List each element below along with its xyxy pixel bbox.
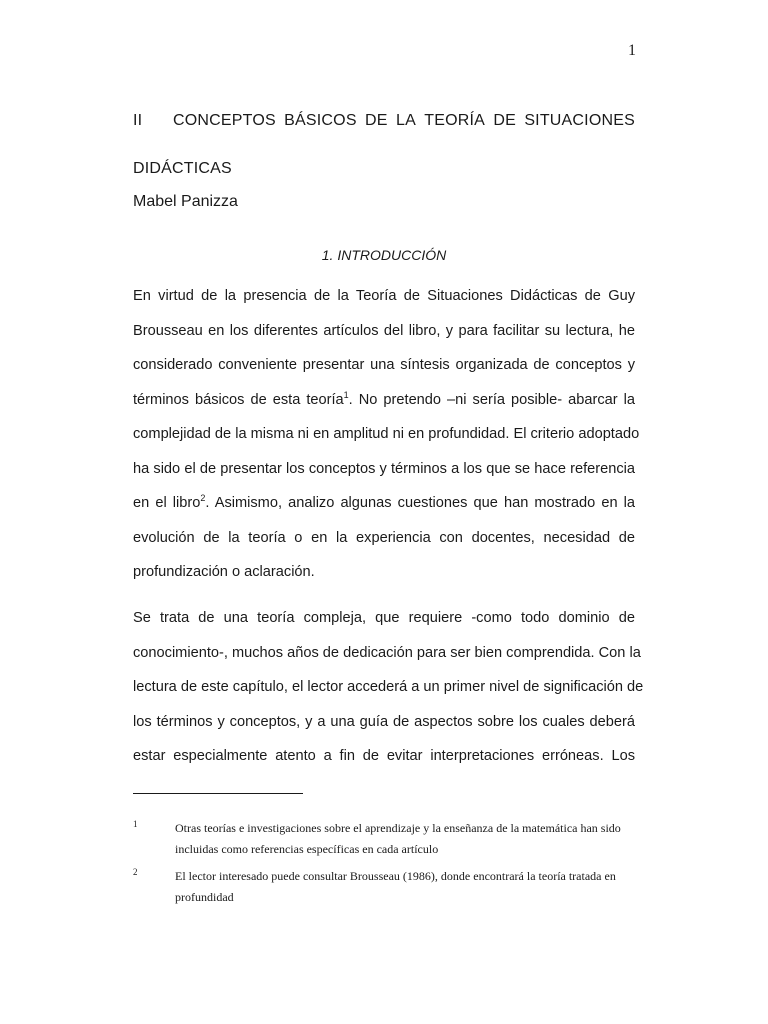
chapter-title-word: DE	[493, 112, 516, 129]
section-title: 1. INTRODUCCIÓN	[321, 247, 447, 263]
text-line	[133, 383, 635, 418]
chapter-title-word: TEORÍA	[424, 112, 486, 129]
paragraph-second	[133, 601, 644, 774]
text-line: los términos y conceptos, y a una guía de aspectos sobre los cuales deberá	[133, 713, 635, 730]
chapter-title-word: BÁSICOS	[284, 112, 357, 129]
text-fragment: . No pretendo –ni sería posible- abarcar la	[348, 391, 635, 408]
text-line	[133, 486, 635, 521]
paragraph-intro	[133, 279, 640, 590]
chapter-heading	[133, 97, 635, 193]
footnote-line: El lector interesado puede consultar Brousseau (1986), donde encontrará la teoría tratada en	[175, 869, 616, 883]
footnote-ref-1[interactable]: 1	[343, 389, 349, 400]
footnote-mark: 2	[133, 867, 138, 877]
chapter-heading-line-2: DIDÁCTICAS	[133, 160, 232, 177]
footnote-2	[133, 866, 635, 908]
text-fragment: . Asimismo, analizo algunas cuestiones que han mostrado en la	[205, 495, 636, 511]
footnote-line: incluidas como referencias específicas en cada artículo	[175, 842, 439, 856]
chapter-title-word: SITUACIONES	[524, 112, 635, 129]
text-line: En virtud de la presencia de la Teoría de Situaciones Didácticas de Guy	[133, 288, 635, 304]
footnote-separator	[133, 793, 303, 794]
text-line: profundización o aclaración.	[133, 564, 315, 580]
footnote-mark: 1	[133, 819, 138, 829]
page-number: 1	[628, 42, 636, 59]
chapter-heading-line-1	[133, 97, 635, 145]
chapter-number: II	[133, 112, 143, 129]
text-fragment: términos básicos de esta teoría	[133, 391, 344, 408]
footnote-line: profundidad	[175, 890, 234, 904]
footnote-text	[175, 866, 635, 908]
chapter-title-words	[173, 97, 635, 145]
footnote-line: Otras teorías e investigaciones sobre el aprendizaje y la enseñanza de la matemática han sido	[175, 821, 621, 835]
text-line: ha sido el de presentar los conceptos y términos a los que se hace referencia	[133, 460, 635, 477]
text-line: Se trata de una teoría compleja, que requiere -como todo dominio de	[133, 610, 635, 626]
text-line: complejidad de la misma ni en amplitud ni en profundidad. El criterio adoptado	[133, 426, 640, 442]
text-line: conocimiento-, muchos años de dedicación para ser bien comprendida. Con la	[133, 644, 641, 661]
text-line: considerado conveniente presentar una síntesis organizada de conceptos y	[133, 357, 635, 373]
chapter-title-word: LA	[395, 112, 416, 129]
footnote-1	[133, 818, 635, 860]
chapter-title-word: DE	[365, 112, 388, 129]
footnote-ref-2[interactable]: 2	[200, 493, 206, 504]
text-line: estar especialmente atento a fin de evitar interpretaciones erróneas. Los	[133, 748, 635, 764]
text-line: lectura de este capítulo, el lector accederá a un primer nivel de significación de	[133, 679, 644, 695]
text-line: evolución de la teoría o en la experiencia con docentes, necesidad de	[133, 529, 635, 546]
chapter-title-word: CONCEPTOS	[173, 112, 276, 129]
text-fragment: en el libro	[133, 495, 201, 511]
footnote-text	[175, 818, 635, 860]
author-name: Mabel Panizza	[133, 193, 238, 210]
text-line: Brousseau en los diferentes artículos del libro, y para facilitar su lectura, he	[133, 322, 635, 339]
